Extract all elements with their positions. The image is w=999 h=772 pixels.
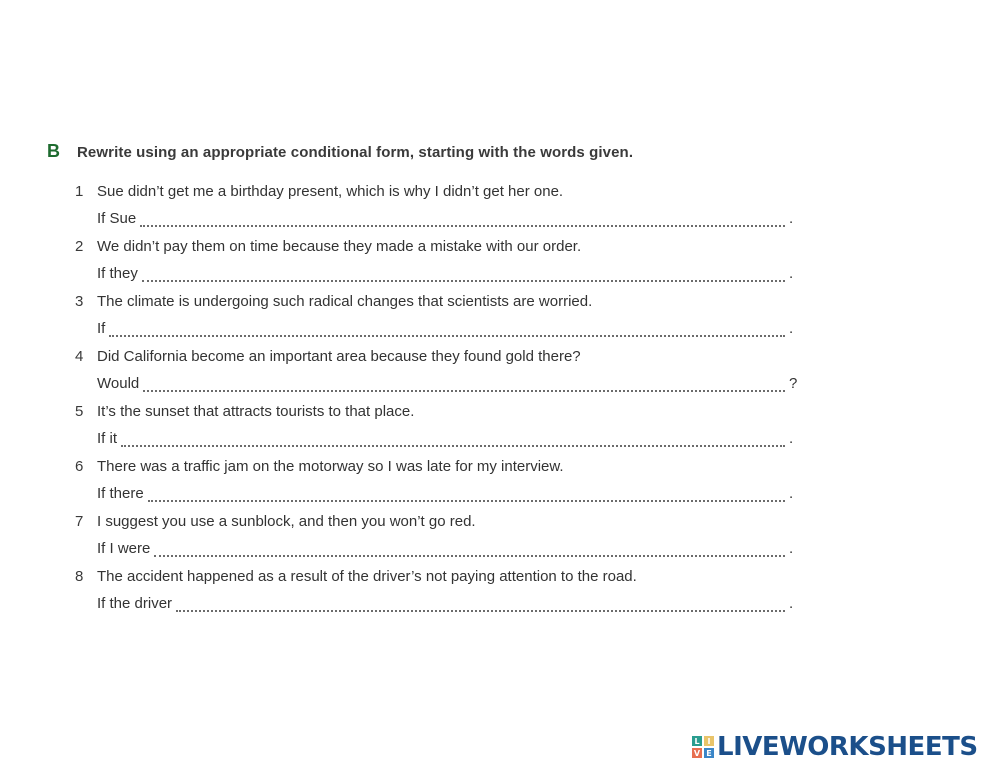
- exercise-item: [0, 238, 999, 293]
- answer-end-punctuation: .: [789, 485, 794, 502]
- answer-input[interactable]: [121, 431, 785, 447]
- answer-line: [97, 210, 797, 227]
- answer-prefix: If they: [97, 265, 138, 282]
- item-sentence: The accident happened as a result of the driver’s not paying attention to the road.: [97, 568, 637, 585]
- answer-end-punctuation: .: [789, 595, 794, 612]
- item-sentence: Did California become an important area because they found gold there?: [97, 348, 581, 365]
- exercise-item: [0, 348, 999, 403]
- exercise-item: [0, 293, 999, 348]
- logo-mark-letter: E: [704, 748, 714, 758]
- answer-input[interactable]: [140, 211, 785, 227]
- logo-mark-letter: I: [704, 736, 714, 746]
- exercise-item: [0, 513, 999, 568]
- liveworksheets-logo: [692, 732, 978, 762]
- answer-input[interactable]: [148, 486, 785, 502]
- item-sentence: It’s the sunset that attracts tourists to that place.: [97, 403, 415, 420]
- exercise-item: [0, 403, 999, 458]
- item-sentence: The climate is undergoing such radical changes that scientists are worried.: [97, 293, 593, 310]
- answer-line: [97, 430, 797, 447]
- item-number: 8: [75, 568, 84, 585]
- answer-input[interactable]: [143, 376, 785, 392]
- answer-prefix: If there: [97, 485, 144, 502]
- answer-line: [97, 375, 797, 392]
- answer-input[interactable]: [142, 266, 785, 282]
- item-sentence: We didn’t pay them on time because they made a mistake with our order.: [97, 238, 582, 255]
- answer-end-punctuation: .: [789, 430, 794, 447]
- item-sentence: I suggest you use a sunblock, and then you won’t go red.: [97, 513, 476, 530]
- exercise-item: [0, 458, 999, 513]
- answer-prefix: If Sue: [97, 210, 137, 227]
- item-number: 1: [75, 183, 84, 200]
- answer-line: [97, 595, 797, 612]
- answer-input[interactable]: [154, 541, 785, 557]
- logo-mark-letter: V: [693, 748, 701, 758]
- item-sentence: Sue didn’t get me a birthday present, which is why I didn’t get her one.: [97, 183, 564, 200]
- answer-end-punctuation: ?: [789, 375, 798, 392]
- answer-line: [97, 485, 797, 502]
- answer-end-punctuation: .: [789, 265, 794, 282]
- answer-prefix: If it: [97, 430, 118, 447]
- item-number: 3: [75, 293, 84, 310]
- exercise-heading: [47, 141, 633, 162]
- item-sentence: There was a traffic jam on the motorway so I was late for my interview.: [97, 458, 564, 475]
- exercise-letter: B: [47, 141, 60, 161]
- liveworksheets-logo-text: LIVEWORKSHEETS: [717, 732, 978, 762]
- item-number: 4: [75, 348, 84, 365]
- answer-end-punctuation: .: [789, 210, 794, 227]
- item-number: 7: [75, 513, 84, 530]
- exercise-instruction: Rewrite using an appropriate conditional form, starting with the words given.: [77, 144, 634, 161]
- answer-line: [97, 320, 797, 337]
- answer-line: [97, 540, 797, 557]
- liveworksheets-logo-icon: [692, 736, 714, 758]
- answer-prefix: If the driver: [97, 595, 173, 612]
- answer-prefix: If: [97, 320, 106, 337]
- item-number: 6: [75, 458, 84, 475]
- answer-end-punctuation: .: [789, 320, 794, 337]
- answer-prefix: If I were: [97, 540, 151, 557]
- item-number: 5: [75, 403, 84, 420]
- answer-input[interactable]: [176, 596, 785, 612]
- answer-line: [97, 265, 797, 282]
- exercise-item: [0, 183, 999, 238]
- answer-input[interactable]: [109, 321, 785, 337]
- exercise-item: [0, 568, 999, 623]
- answer-prefix: Would: [97, 375, 140, 392]
- item-number: 2: [75, 238, 84, 255]
- answer-end-punctuation: .: [789, 540, 794, 557]
- logo-mark-letter: L: [692, 736, 702, 746]
